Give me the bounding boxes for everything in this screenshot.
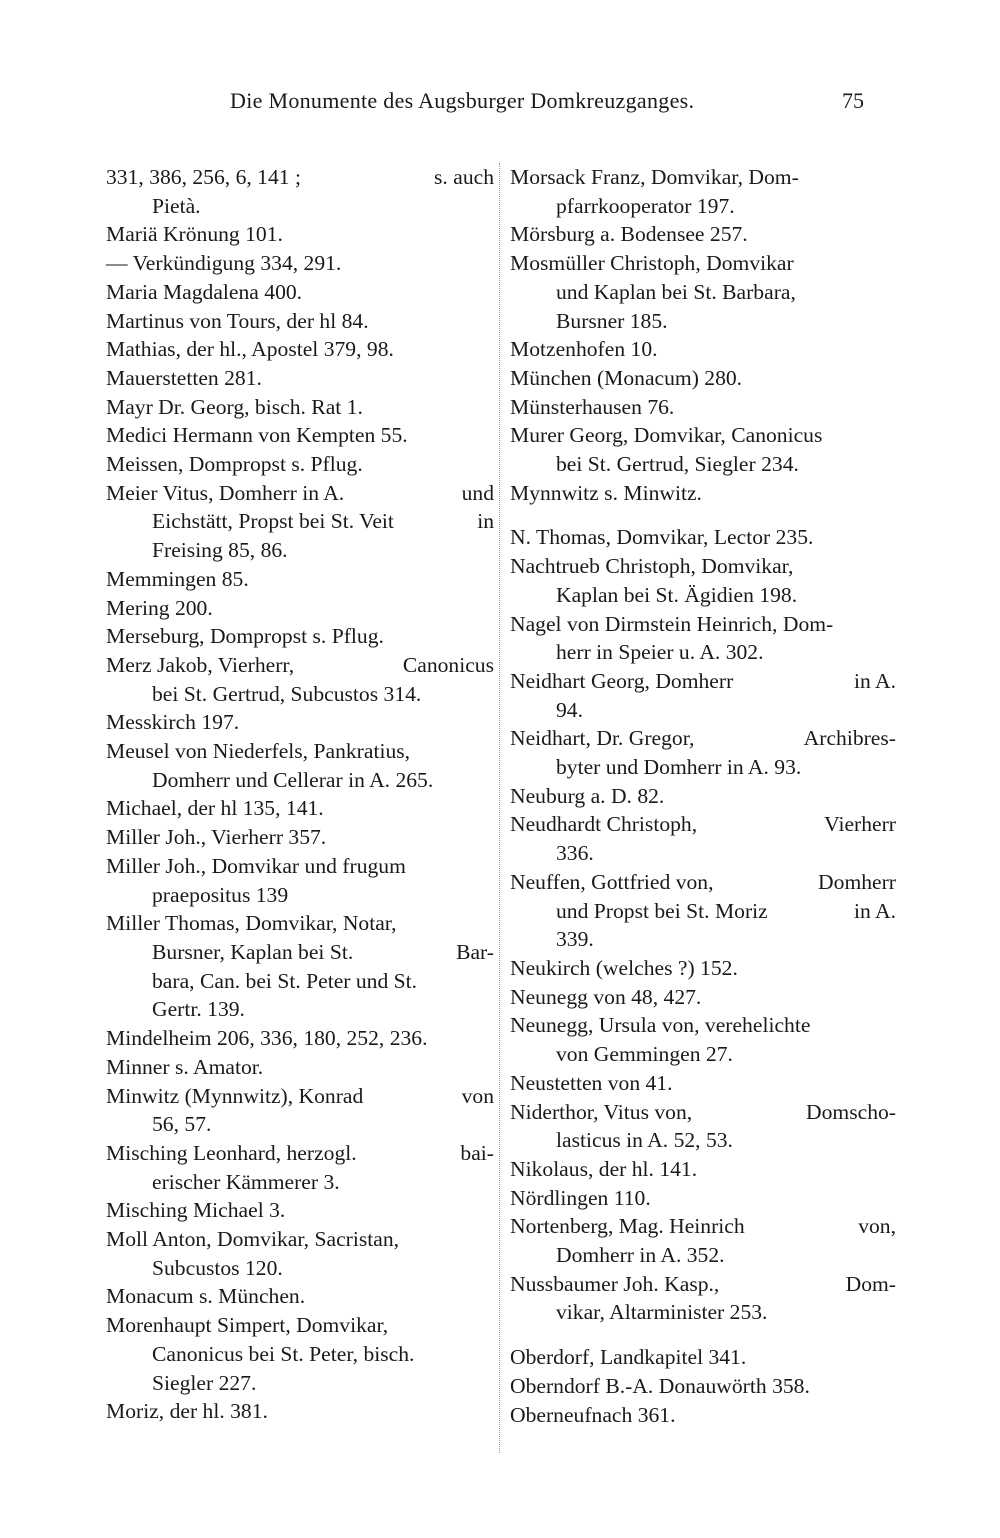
index-entry: Motzenhofen 10. (510, 337, 658, 362)
index-line: Siegler 227. (152, 1370, 257, 1395)
running-title: Die Monumente des Augsburger Domkreuzganges. (230, 88, 695, 113)
index-entry: Miller Thomas, Domvikar, Notar, (106, 911, 397, 936)
index-line: bei St. Gertrud, Subcustos 314. (152, 681, 422, 706)
index-line: Gertr. 139. (152, 997, 245, 1022)
index-entry: München (Monacum) 280. (510, 365, 743, 390)
index-entry: Oberdorf, Landkapitel 341. (510, 1345, 747, 1370)
index-entry: Neukirch (welches ?) 152. (510, 955, 738, 980)
index-entry: Maria Magdalena 400. (106, 279, 303, 304)
index-entry: Misching Leonhard, herzogl. bai- (106, 1140, 494, 1165)
index-line: Subcustos 120. (152, 1255, 283, 1280)
index-line: 94. (556, 697, 583, 722)
index-entry: Michael, der hl 135, 141. (106, 796, 324, 821)
index-entry: Nortenberg, Mag. Heinrich von, (510, 1214, 896, 1239)
index-entry: Neudhardt Christoph, Vierherr (510, 812, 896, 837)
index-entry: Merz Jakob, Vierherr, Canonicus (106, 652, 494, 677)
index-line: und Propst bei St. Moriz in A. (556, 898, 896, 923)
index-entry: Neustetten von 41. (510, 1070, 673, 1095)
index-line: erischer Kämmerer 3. (152, 1169, 340, 1194)
index-entry: Neunegg von 48, 427. (510, 984, 702, 1009)
index-entry: Neuffen, Gottfried von, Domherr (510, 869, 896, 894)
index-column-right (510, 163, 896, 1429)
index-entry: Morsack Franz, Domvikar, Dom- (510, 165, 799, 189)
index-entry: Monacum s. München. (106, 1284, 306, 1309)
index-line: lasticus in A. 52, 53. (556, 1128, 733, 1153)
index-entry: Mayr Dr. Georg, bisch. Rat 1. (106, 394, 363, 419)
index-entry: Nördlingen 110. (510, 1185, 651, 1210)
index-entry: Oberndorf B.-A. Donauwörth 358. (510, 1373, 810, 1398)
index-entry: Mosmüller Christoph, Domvikar (510, 251, 794, 276)
index-line: bara, Can. bei St. Peter und St. (152, 968, 418, 993)
index-entry: Mering 200. (106, 595, 213, 620)
index-entry: Messkirch 197. (106, 710, 240, 735)
index-line: 339. (556, 927, 594, 952)
index-entry: Memmingen 85. (106, 566, 249, 591)
index-entry: — Verkündigung 334, 291. (106, 251, 342, 276)
index-line: Freising 85, 86. (152, 538, 288, 563)
index-line: 336. (556, 841, 594, 866)
index-line: Bursner 185. (556, 308, 668, 333)
index-line: Kaplan bei St. Ägidien 198. (556, 582, 798, 607)
index-entry: Neidhart, Dr. Gregor, Archibres- (510, 726, 896, 751)
index-entry: Nikolaus, der hl. 141. (510, 1156, 698, 1181)
section-gap (510, 1327, 896, 1343)
index-entry: Oberneufnach 361. (510, 1402, 676, 1427)
index-entry: Meier Vitus, Domherr in A. und (106, 480, 494, 505)
index-line: bei St. Gertrud, Siegler 234. (556, 452, 799, 477)
index-entry: Neunegg, Ursula von, verehelichte (510, 1013, 811, 1038)
index-line: praepositus 139 (152, 882, 289, 907)
index-entry: Mathias, der hl., Apostel 379, 98. (106, 337, 394, 362)
index-entry: Moll Anton, Domvikar, Sacristan, (106, 1227, 400, 1252)
index-entry: Münsterhausen 76. (510, 394, 675, 419)
index-entry: Minner s. Amator. (106, 1054, 264, 1079)
index-line: pfarrkooperator 197. (556, 193, 735, 218)
index-line: Canonicus bei St. Peter, bisch. (152, 1341, 415, 1366)
index-entry: Meissen, Dompropst s. Pflug. (106, 452, 363, 477)
index-line: von Gemmingen 27. (556, 1042, 733, 1067)
index-line: 56, 57. (152, 1112, 212, 1137)
index-entry: Nachtrueb Christoph, Domvikar, (510, 554, 794, 579)
index-entry: Nagel von Dirmstein Heinrich, Dom- (510, 611, 834, 636)
index-column-left (106, 163, 494, 1426)
index-entry: Murer Georg, Domvikar, Canonicus (510, 423, 823, 448)
index-entry: Mörsburg a. Bodensee 257. (510, 222, 748, 247)
index-line: vikar, Altarminister 253. (556, 1300, 768, 1325)
page-number: 75 (842, 88, 864, 113)
index-entry: Moriz, der hl. 381. (106, 1399, 268, 1424)
index-entry: Miller Joh., Vierherr 357. (106, 825, 327, 850)
index-line: 331, 386, 256, 6, 141 ; s. auch (106, 165, 494, 189)
index-line: Pietà. (152, 193, 201, 218)
index-entry: Misching Michael 3. (106, 1198, 286, 1223)
index-entry: Neuburg a. D. 82. (510, 783, 665, 808)
column-divider (499, 163, 500, 1453)
index-entry: Mynnwitz s. Minwitz. (510, 480, 702, 505)
index-line: Domherr und Cellerar in A. 265. (152, 767, 434, 792)
index-line: und Kaplan bei St. Barbara, (556, 279, 796, 304)
index-line: herr in Speier u. A. 302. (556, 640, 764, 665)
index-entry: Miller Joh., Domvikar und frugum (106, 853, 406, 878)
index-entry: Mindelheim 206, 336, 180, 252, 236. (106, 1026, 428, 1051)
index-entry: Niderthor, Vitus von, Domscho- (510, 1099, 896, 1124)
index-entry: Mariä Krönung 101. (106, 222, 283, 247)
index-entry: Merseburg, Dompropst s. Pflug. (106, 624, 384, 649)
index-entry: Neidhart Georg, Domherr in A. (510, 668, 896, 693)
index-entry: Mauerstetten 281. (106, 365, 262, 390)
index-line: Eichstätt, Propst bei St. Veit in (152, 509, 494, 534)
index-entry: Nussbaumer Joh. Kasp., Dom- (510, 1271, 896, 1296)
index-entry: Morenhaupt Simpert, Domvikar, (106, 1313, 389, 1338)
page-header (0, 88, 1000, 122)
section-gap (510, 507, 896, 523)
index-entry: Martinus von Tours, der hl 84. (106, 308, 369, 333)
index-line: byter und Domherr in A. 93. (556, 755, 802, 780)
index-entry: N. Thomas, Domvikar, Lector 235. (510, 525, 814, 550)
index-entry: Minwitz (Mynnwitz), Konrad von (106, 1083, 494, 1108)
index-entry: Meusel von Niederfels, Pankratius, (106, 739, 411, 764)
index-entry: Medici Hermann von Kempten 55. (106, 423, 408, 448)
index-line: Bursner, Kaplan bei St. Bar- (152, 939, 494, 964)
index-line: Domherr in A. 352. (556, 1243, 725, 1268)
